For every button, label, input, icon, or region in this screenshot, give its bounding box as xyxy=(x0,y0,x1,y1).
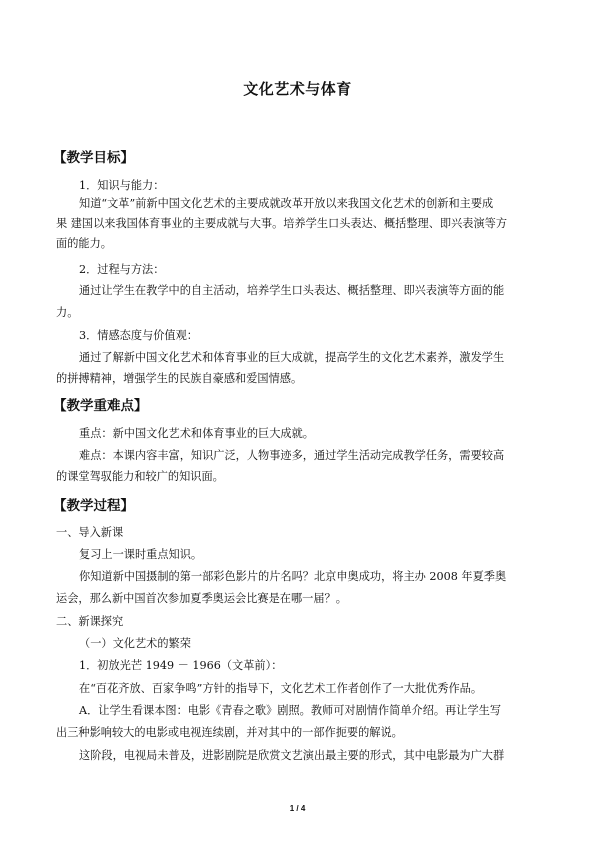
paragraph-line: 复习上一课时重点知识。 xyxy=(79,548,203,561)
paragraph-line: 这阶段，电视局未普及，进影剧院是欣赏文艺演出最主要的形式，其中电影最为广大群 xyxy=(79,749,505,762)
paragraph-line: A．让学生看课本图：电影《青春之歌》剧照。教师可对剧情作简单介绍。再让学生写 xyxy=(79,704,502,717)
paragraph-line: 难点：本课内容丰富，知识广泛，人物事迹多，通过学生活动完成教学任务，需要较高 xyxy=(79,449,505,462)
paragraph-line: 在“百花齐放、百家争鸣”方针的指导下，文化艺术工作者创作了一大批优秀作品。 xyxy=(79,682,483,695)
paragraph-line: 运会，那么新中国首次参加夏季奥运会比赛是在哪一届？。 xyxy=(56,592,347,605)
paragraph-line: 知道“文革”前新中国文化艺术的主要成就改革开放以来我国文化艺术的创新和主要成 xyxy=(79,197,494,210)
page-number: 1 / 4 xyxy=(289,804,306,813)
paragraph-line: 一、导入新课 xyxy=(56,526,124,539)
document-title: 文化艺术与体育 xyxy=(243,80,352,98)
paragraph-line: 通过了解新中国文化艺术和体育事业的巨大成就，提高学生的文化艺术素养，激发学生 xyxy=(79,351,505,364)
paragraph-line: 面的能力。 xyxy=(56,237,112,250)
paragraph-line: 果 建国以来我国体育事业的主要成就与大事。培养学生口头表达、概括整理、即兴表演等方 xyxy=(56,217,508,230)
paragraph-line: 的拼搏精神，增强学生的民族自豪感和爱国情感。 xyxy=(56,372,303,385)
paragraph-line: 重点：新中国文化艺术和体育事业的巨大成就。 xyxy=(79,427,314,440)
section-heading-process: 【教学过程】 xyxy=(53,498,134,514)
paragraph-line: 2．过程与方法： xyxy=(79,263,165,276)
paragraph-line: 出三种影响较大的电影或电视连续剧，并对其中的一部作扼要的解说。 xyxy=(56,726,403,739)
paragraph-line: 1．初放光芒 1949 － 1966（文革前）： xyxy=(79,659,283,672)
section-heading-objectives: 【教学目标】 xyxy=(53,150,134,166)
paragraph-line: 1．知识与能力： xyxy=(79,179,165,192)
paragraph-line: 力。 xyxy=(56,306,79,319)
paragraph-line: 你知道新中国摄制的第一部彩色影片的片名吗？北京申奥成功，将主办 2008 年夏季奥 xyxy=(79,570,507,583)
paragraph-line: 的课堂驾驭能力和较广的知识面。 xyxy=(56,470,224,483)
paragraph-line: 3．情感态度与价值观： xyxy=(79,329,198,342)
paragraph-line: 通过让学生在教学中的自主活动，培养学生口头表达、概括整理、即兴表演等方面的能 xyxy=(79,284,505,297)
paragraph-line: （一）文化艺术的繁荣 xyxy=(79,637,191,650)
section-heading-key-points: 【教学重难点】 xyxy=(53,398,148,414)
paragraph-line: 二、新课探究 xyxy=(56,615,124,628)
